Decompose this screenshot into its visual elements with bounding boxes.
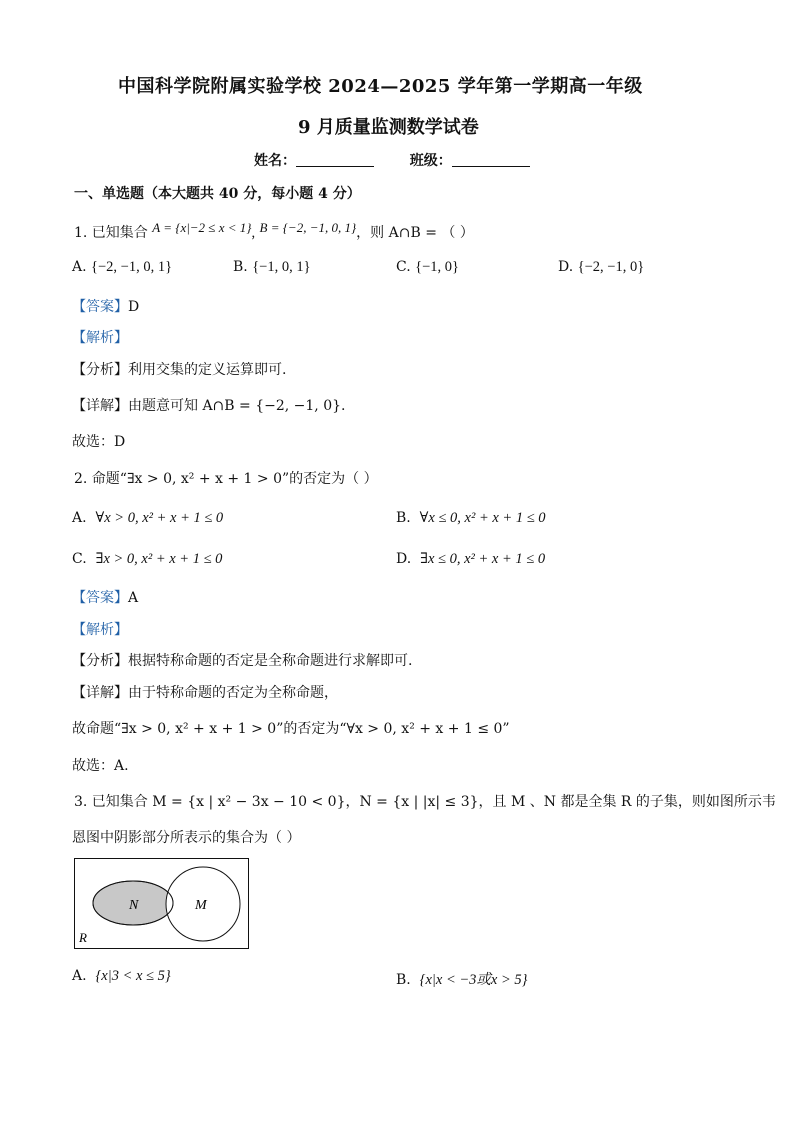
q2-option-d (396, 551, 545, 568)
venn-diagram (74, 858, 250, 950)
exam-subtitle: 9 月质量监测数学试卷 (298, 117, 479, 138)
name-blank (296, 152, 374, 167)
fenxi-label: 分析 (86, 362, 114, 378)
q1-analysis-heading: 【解析】 (72, 330, 128, 346)
option-text: {x|x < −3或x > 5} (419, 972, 528, 988)
q1-conclusion: 故选：D (72, 434, 126, 450)
q1-set-b: B = {−2, −1, 0, 1} (259, 220, 357, 235)
q1-stem (74, 222, 474, 242)
q2-stem: 2. 命题“∃x > 0, x² + x + 1 > 0”的否定为（ ） (74, 471, 378, 487)
option-letter: B. (396, 510, 411, 526)
fenxi-label: 分析 (86, 653, 114, 669)
student-info-line (254, 150, 530, 170)
answer-value: A (128, 590, 139, 606)
q3-option-a (72, 968, 171, 985)
exam-title: 中国科学院附属实验学校 2024—2025 学年第一学期高一年级 (118, 76, 643, 97)
xiangjie-text: 由题意可知 A∩B = {−2, −1, 0}. (128, 398, 346, 414)
option-text: {−2, −1, 0, 1} (91, 259, 173, 275)
option-letter: B. (396, 972, 411, 988)
option-text: {−1, 0} (415, 259, 459, 275)
q1-set-a: A = {x|−2 ≤ x < 1} (152, 220, 252, 235)
q1-suffix: ，则 A∩B = （ ） (356, 225, 474, 241)
q1-comma: , (251, 225, 256, 241)
option-text: {−1, 0, 1} (252, 259, 311, 275)
xiangjie-label: 详解 (86, 398, 114, 414)
option-text: ∀x > 0, x² + x + 1 ≤ 0 (95, 510, 224, 526)
q1-option-d (558, 259, 644, 276)
xiangjie-label: 详解 (86, 685, 114, 701)
name-label: 姓名： (254, 153, 296, 169)
q1-option-b (233, 259, 311, 276)
q2-fenxi: 【分析】根据特称命题的否定是全称命题进行求解即可. (72, 653, 413, 669)
q1-option-a (72, 259, 172, 276)
q2-analysis-heading: 【解析】 (72, 622, 128, 638)
class-label: 班级： (409, 153, 452, 169)
answer-value: D (128, 299, 140, 315)
fenxi-text: 根据特称命题的否定是全称命题进行求解即可. (128, 653, 413, 669)
option-text: ∃x > 0, x² + x + 1 ≤ 0 (95, 551, 223, 567)
q1-option-c (396, 259, 459, 276)
q3-stem-line2: 恩图中阴影部分所表示的集合为（ ） (72, 830, 301, 846)
answer-label: 答案 (86, 299, 114, 315)
answer-label: 答案 (86, 590, 114, 606)
option-text: ∀x ≤ 0, x² + x + 1 ≤ 0 (419, 510, 546, 526)
class-blank (452, 152, 530, 167)
q2-answer: 【答案】A (72, 590, 139, 606)
q3-option-b (396, 968, 527, 989)
q2-option-c (72, 551, 222, 568)
option-letter: C. (72, 551, 87, 567)
xiangjie-text: 由于特称命题的否定为全称命题， (128, 685, 338, 701)
q1-answer: 【答案】D (72, 299, 140, 315)
q3-stem-line1: 3. 已知集合 M = {x | x² − 3x − 10 < 0}，N = {x | |x| ≤ 3}，且 M 、N 都是全集 R 的子集，则如图所示韦 (74, 794, 776, 810)
option-letter: A. (72, 510, 87, 526)
option-letter: B. (233, 259, 248, 275)
q1-prefix: 1. 已知集合 (74, 225, 148, 241)
option-text: {−2, −1, 0} (577, 259, 645, 275)
venn-label-n: N (129, 898, 139, 913)
option-letter: A. (72, 968, 87, 984)
option-text: ∃x ≤ 0, x² + x + 1 ≤ 0 (420, 551, 546, 567)
q2-conclusion: 故选：A. (72, 758, 129, 774)
q2-option-a (72, 510, 223, 527)
venn-label-r: R (79, 930, 87, 945)
option-letter: A. (72, 259, 87, 275)
analysis-label: 解析 (86, 622, 114, 638)
section-heading: 一、单选题（本大题共 40 分，每小题 4 分） (74, 186, 361, 202)
option-letter: D. (396, 551, 412, 567)
option-letter: D. (558, 259, 574, 275)
q2-therefore: 故命题“∃x > 0, x² + x + 1 > 0”的否定为“∀x > 0, x² + x + 1 ≤ 0” (72, 721, 510, 737)
analysis-label: 解析 (86, 330, 114, 346)
q2-option-b (396, 510, 546, 527)
venn-label-m: M (195, 898, 207, 913)
q1-fenxi: 【分析】利用交集的定义运算即可. (72, 362, 287, 378)
q1-xiangjie: 【详解】由题意可知 A∩B = {−2, −1, 0}. (72, 398, 346, 414)
option-letter: C. (396, 259, 411, 275)
q2-xiangjie: 【详解】由于特称命题的否定为全称命题， (72, 685, 338, 701)
fenxi-text: 利用交集的定义运算即可. (128, 362, 287, 378)
option-text: {x|3 < x ≤ 5} (95, 968, 171, 984)
